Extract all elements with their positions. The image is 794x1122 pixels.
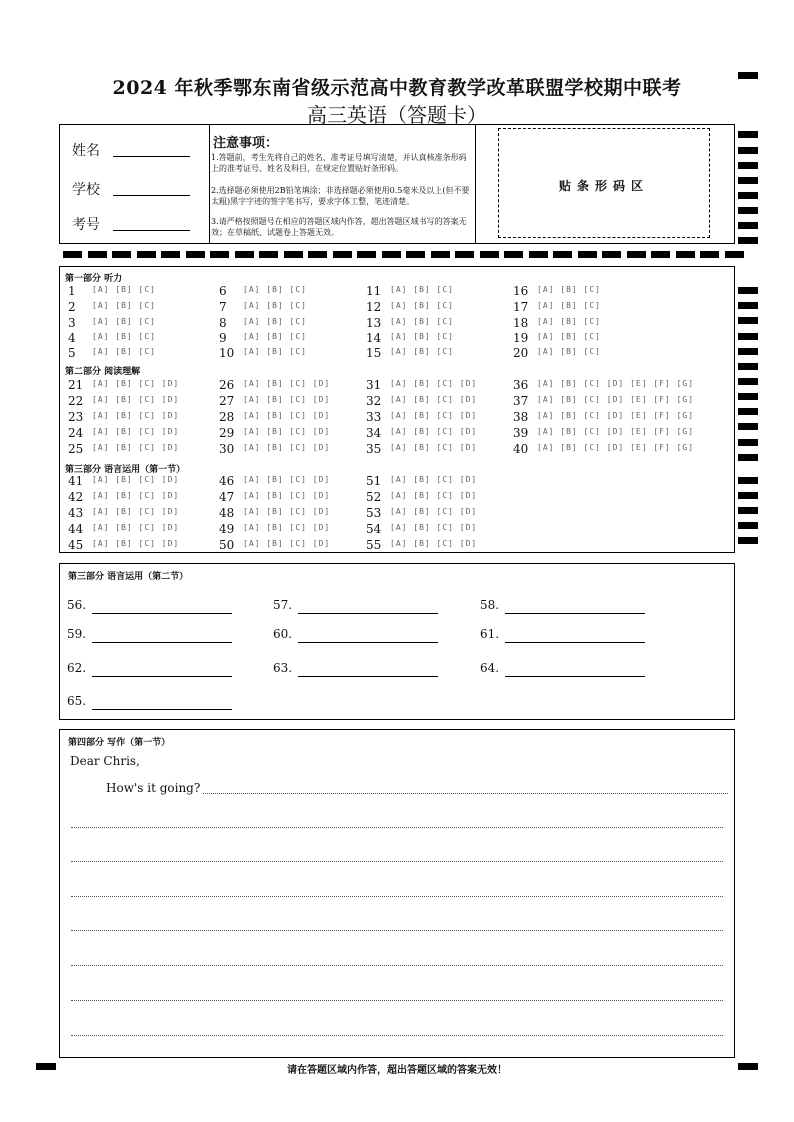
answer-options[interactable]: [A] [B] [C] [D] [92, 443, 180, 452]
timing-mark [725, 251, 744, 258]
writing-line[interactable] [71, 896, 723, 897]
answer-options[interactable]: [A] [B] [C] [D] [243, 539, 331, 548]
answer-options[interactable]: [A] [B] [C] [243, 285, 307, 294]
question-number: 28 [219, 410, 235, 424]
answer-options[interactable]: [A] [B] [C] [D] [243, 411, 331, 420]
blank-answer-line[interactable] [298, 613, 438, 614]
timing-mark [738, 393, 758, 400]
question-number: 17 [513, 300, 529, 314]
question-number: 54 [366, 522, 382, 536]
question-number: 1 [68, 284, 76, 298]
answer-options[interactable]: [A] [B] [C] [D] [92, 427, 180, 436]
question-number: 53 [366, 506, 382, 520]
answer-options[interactable]: [A] [B] [C] [D] [390, 379, 478, 388]
question-number: 47 [219, 490, 235, 504]
question-number: 3 [68, 316, 76, 330]
answer-options[interactable]: [A] [B] [C] [390, 301, 454, 310]
timing-mark [186, 251, 205, 258]
timing-mark [627, 251, 646, 258]
question-number: 15 [366, 346, 382, 360]
question-number: 2 [68, 300, 76, 314]
blank-answer-line[interactable] [298, 676, 438, 677]
answer-options[interactable]: [A] [B] [C] [243, 332, 307, 341]
writing-line[interactable] [71, 827, 723, 828]
timing-mark [738, 333, 758, 340]
timing-mark [308, 251, 327, 258]
timing-mark [738, 537, 758, 544]
question-number: 19 [513, 331, 529, 345]
timing-mark [738, 162, 758, 169]
timing-mark [651, 251, 670, 258]
school-field[interactable] [113, 195, 190, 196]
timing-mark [480, 251, 499, 258]
question-number: 52 [366, 490, 382, 504]
timing-mark [259, 251, 278, 258]
footer-note: 请在答题区域内作答，超出答题区域的答案无效！ [287, 1065, 507, 1076]
blank-number: 61. [480, 627, 500, 641]
question-number: 14 [366, 331, 382, 345]
question-number: 23 [68, 410, 84, 424]
answer-options[interactable]: [A] [B] [C] [D] [243, 475, 331, 484]
timing-mark [529, 251, 548, 258]
answer-options[interactable]: [A] [B] [C] [D] [92, 411, 180, 420]
timing-mark [738, 439, 758, 446]
answer-options[interactable]: [A] [B] [C] [D] [390, 427, 478, 436]
timing-mark [357, 251, 376, 258]
question-number: 51 [366, 474, 382, 488]
question-number: 48 [219, 506, 235, 520]
timing-mark [738, 454, 758, 461]
timing-mark [504, 251, 523, 258]
question-number: 25 [68, 442, 84, 456]
answer-options[interactable]: [A] [B] [C] [D] [390, 523, 478, 532]
blank-answer-line[interactable] [92, 642, 232, 643]
blank-number: 65. [67, 694, 87, 708]
timing-mark [738, 348, 758, 355]
letter-opening: How's it going? [106, 781, 201, 795]
question-number: 34 [366, 426, 382, 440]
writing-line[interactable] [203, 793, 728, 794]
blank-answer-line[interactable] [92, 613, 232, 614]
timing-mark [406, 251, 425, 258]
exam-title: 2024 年秋季鄂东南省级示范高中教育教学改革联盟学校期中联考 [112, 77, 682, 99]
question-number: 27 [219, 394, 235, 408]
answer-options[interactable]: [A] [B] [C] [537, 347, 601, 356]
timing-mark [210, 251, 229, 258]
section-title-listening: 第一部分 听力 [65, 274, 123, 284]
school-label: 学校 [72, 182, 100, 198]
answer-options[interactable]: [A] [B] [C] [390, 332, 454, 341]
blank-number: 57. [273, 598, 293, 612]
question-number: 30 [219, 442, 235, 456]
question-number: 6 [219, 284, 227, 298]
section-title-reading: 第二部分 阅读理解 [65, 367, 141, 377]
timing-mark [284, 251, 303, 258]
section-title-writing: 第四部分 写作（第一节） [68, 738, 171, 748]
note-item: 1.答题前，考生先将自己的姓名、准考证号填写清楚，并认真核准条形码上的准考证号、姓名及科目，在规定位置贴好条形码。 [211, 153, 467, 173]
timing-mark [738, 477, 758, 484]
blank-number: 59. [67, 627, 87, 641]
answer-options[interactable]: [A] [B] [C] [D] [390, 475, 478, 484]
timing-mark [738, 378, 758, 385]
answer-options[interactable]: [A] [B] [C] [D] [92, 523, 180, 532]
question-number: 38 [513, 410, 529, 424]
section-title-language-1: 第三部分 语言运用（第一节） [65, 465, 186, 475]
timing-mark [235, 251, 254, 258]
timing-mark [602, 251, 621, 258]
timing-mark [738, 522, 758, 529]
timing-mark [738, 317, 758, 324]
question-number: 29 [219, 426, 235, 440]
timing-mark [738, 423, 758, 430]
writing-line[interactable] [71, 965, 723, 966]
timing-mark [88, 251, 107, 258]
timing-mark [738, 363, 758, 370]
answer-options[interactable]: [A] [B] [C] [92, 347, 156, 356]
timing-mark [455, 251, 474, 258]
name-label: 姓名 [72, 143, 100, 159]
question-number: 55 [366, 538, 382, 552]
question-number: 9 [219, 331, 227, 345]
question-number: 42 [68, 490, 84, 504]
timing-mark [63, 251, 82, 258]
question-number: 32 [366, 394, 382, 408]
answer-options[interactable]: [A] [B] [C] [D] [243, 491, 331, 500]
question-number: 11 [366, 284, 382, 298]
answer-options[interactable]: [A] [B] [C] [D] [243, 379, 331, 388]
timing-mark [431, 251, 450, 258]
timing-mark [738, 192, 758, 199]
question-number: 46 [219, 474, 235, 488]
letter-salutation: Dear Chris, [70, 754, 140, 768]
blank-number: 60. [273, 627, 293, 641]
timing-mark [382, 251, 401, 258]
timing-mark [738, 177, 758, 184]
blank-number: 63. [273, 661, 293, 675]
question-number: 10 [219, 346, 235, 360]
answer-options[interactable]: [A] [B] [C] [537, 317, 601, 326]
blank-number: 64. [480, 661, 500, 675]
answer-options[interactable]: [A] [B] [C] [92, 301, 156, 310]
answer-options[interactable]: [A] [B] [C] [D] [E] [F] [G] [537, 395, 695, 404]
writing-line[interactable] [71, 1000, 723, 1001]
question-number: 21 [68, 378, 84, 392]
info-divider [475, 124, 476, 244]
question-number: 45 [68, 538, 84, 552]
timing-mark [700, 251, 719, 258]
timing-mark [738, 302, 758, 309]
answer-options[interactable]: [A] [B] [C] [D] [92, 507, 180, 516]
question-number: 22 [68, 394, 84, 408]
question-number: 13 [366, 316, 382, 330]
writing-line[interactable] [71, 861, 723, 862]
notes-title: 注意事项： [213, 136, 279, 151]
writing-box [59, 729, 735, 1058]
answer-options[interactable]: [A] [B] [C] [D] [92, 475, 180, 484]
answer-options[interactable]: [A] [B] [C] [D] [243, 523, 331, 532]
note-item: 3.请严格按照题号在相应的答题区域内作答，超出答题区域书写的答案无效；在草稿纸、试题卷上答题无效。 [211, 217, 467, 237]
writing-line[interactable] [71, 1035, 723, 1036]
answer-options[interactable]: [A] [B] [C] [243, 301, 307, 310]
answer-options[interactable]: [A] [B] [C] [D] [92, 395, 180, 404]
blank-number: 62. [67, 661, 87, 675]
timing-mark [738, 408, 758, 415]
question-number: 4 [68, 331, 76, 345]
question-number: 33 [366, 410, 382, 424]
answer-options[interactable]: [A] [B] [C] [537, 332, 601, 341]
question-number: 7 [219, 300, 227, 314]
note-item: 2.选择题必须使用2B铅笔填涂；非选择题必须使用0.5毫米及以上(但不要太粗)黑字字迹的签字笔书写，要求字体工整，笔迹清楚。 [211, 186, 470, 206]
answer-options[interactable]: [A] [B] [C] [390, 317, 454, 326]
info-divider [209, 124, 210, 244]
answer-options[interactable]: [A] [B] [C] [D] [390, 539, 478, 548]
answer-options[interactable]: [A] [B] [C] [D] [243, 443, 331, 452]
exam-subtitle: 高三英语（答题卡） [307, 103, 487, 127]
blank-answer-line[interactable] [505, 676, 645, 677]
question-number: 12 [366, 300, 382, 314]
answer-options[interactable]: [A] [B] [C] [D] [92, 491, 180, 500]
timing-mark [553, 251, 572, 258]
answer-options[interactable]: [A] [B] [C] [92, 332, 156, 341]
answer-options[interactable]: [A] [B] [C] [D] [390, 443, 478, 452]
question-number: 43 [68, 506, 84, 520]
answer-options[interactable]: [A] [B] [C] [D] [E] [F] [G] [537, 379, 695, 388]
barcode-label: 贴条形码区 [558, 179, 649, 193]
question-number: 35 [366, 442, 382, 456]
question-number: 8 [219, 316, 227, 330]
blank-answer-line[interactable] [298, 642, 438, 643]
question-number: 44 [68, 522, 84, 536]
question-number: 36 [513, 378, 529, 392]
timing-mark [738, 207, 758, 214]
answer-options[interactable]: [A] [B] [C] [92, 317, 156, 326]
answer-options[interactable]: [A] [B] [C] [243, 317, 307, 326]
timing-mark [738, 287, 758, 294]
answer-options[interactable]: [A] [B] [C] [92, 285, 156, 294]
answer-options[interactable]: [A] [B] [C] [D] [243, 395, 331, 404]
blank-answer-line[interactable] [92, 676, 232, 677]
answer-options[interactable]: [A] [B] [C] [D] [E] [F] [G] [537, 443, 695, 452]
question-number: 20 [513, 346, 529, 360]
timing-mark [738, 492, 758, 499]
answer-options[interactable]: [A] [B] [C] [D] [390, 395, 478, 404]
question-number: 18 [513, 316, 529, 330]
timing-mark [676, 251, 695, 258]
timing-mark [738, 237, 758, 244]
question-number: 50 [219, 538, 235, 552]
answer-options[interactable]: [A] [B] [C] [537, 301, 601, 310]
question-number: 40 [513, 442, 529, 456]
timing-mark [137, 251, 156, 258]
blank-number: 56. [67, 598, 87, 612]
answer-options[interactable]: [A] [B] [C] [D] [390, 411, 478, 420]
question-number: 37 [513, 394, 529, 408]
answer-options[interactable]: [A] [B] [C] [D] [E] [F] [G] [537, 411, 695, 420]
answer-options[interactable]: [A] [B] [C] [390, 285, 454, 294]
answer-options[interactable]: [A] [B] [C] [D] [92, 379, 180, 388]
question-number: 24 [68, 426, 84, 440]
timing-mark [333, 251, 352, 258]
answer-options[interactable]: [A] [B] [C] [D] [243, 507, 331, 516]
blank-number: 58. [480, 598, 500, 612]
question-number: 49 [219, 522, 235, 536]
blank-answer-line[interactable] [505, 642, 645, 643]
name-field[interactable] [113, 156, 190, 157]
timing-mark [738, 507, 758, 514]
question-number: 39 [513, 426, 529, 440]
answer-options[interactable]: [A] [B] [C] [D] [E] [F] [G] [537, 427, 695, 436]
timing-mark [738, 147, 758, 154]
timing-mark [161, 251, 180, 258]
exam-number-label: 考号 [72, 217, 100, 233]
answer-options[interactable]: [A] [B] [C] [537, 285, 601, 294]
section-title-language-2: 第三部分 语言运用（第二节） [68, 572, 189, 582]
answer-options[interactable]: [A] [B] [C] [D] [92, 539, 180, 548]
question-number: 26 [219, 378, 235, 392]
question-number: 5 [68, 346, 76, 360]
answer-options[interactable]: [A] [B] [C] [243, 347, 307, 356]
exam-number-field[interactable] [113, 230, 190, 231]
answer-options[interactable]: [A] [B] [C] [D] [243, 427, 331, 436]
question-number: 41 [68, 474, 84, 488]
writing-line[interactable] [71, 930, 723, 931]
blank-answer-line[interactable] [505, 613, 645, 614]
question-number: 16 [513, 284, 529, 298]
answer-options[interactable]: [A] [B] [C] [D] [390, 491, 478, 500]
timing-mark [738, 222, 758, 229]
timing-mark [738, 131, 758, 138]
timing-mark [578, 251, 597, 258]
answer-options[interactable]: [A] [B] [C] [390, 347, 454, 356]
question-number: 31 [366, 378, 382, 392]
blank-answer-line[interactable] [92, 709, 232, 710]
barcode-area [498, 128, 710, 238]
timing-mark [112, 251, 131, 258]
answer-options[interactable]: [A] [B] [C] [D] [390, 507, 478, 516]
